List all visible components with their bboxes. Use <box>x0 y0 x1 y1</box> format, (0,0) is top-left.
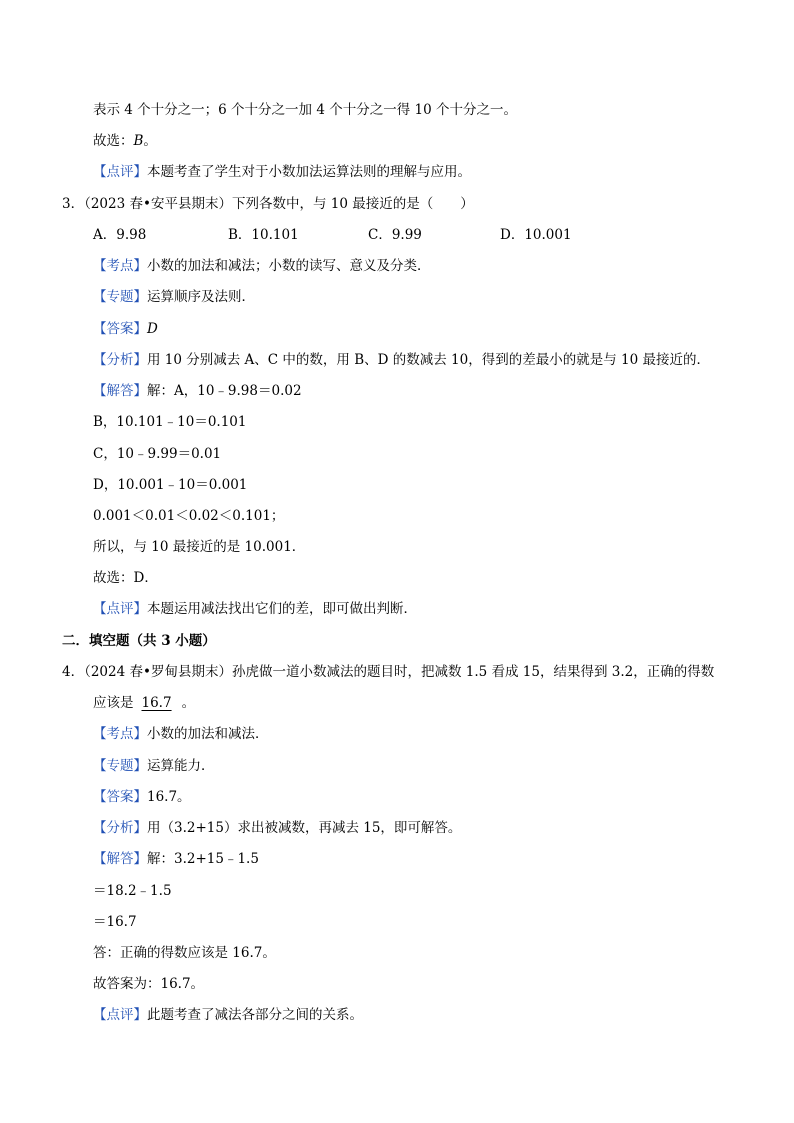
q4-knowledge-point: 【考点】小数的加法和减法． <box>93 726 269 742</box>
q3-conclusion: 所以，与 10 最接近的是 10.001． <box>93 539 306 555</box>
q4-answer-sentence: 答：正确的得数应该是 16.7。 <box>93 945 276 961</box>
q4-answer: 【答案】16.7。 <box>93 789 191 805</box>
q3-option-d: D．10.001 <box>500 227 572 243</box>
question-3-stem: 3．（2023 春•安平县期末）下列各数中，与 10 最接近的是（ ） <box>62 196 474 212</box>
q3-answer: 【答案】D <box>93 321 158 337</box>
q3-selection: 故选：D． <box>93 570 158 586</box>
comment-tag: 【点评】 <box>93 164 147 180</box>
line-explanation-tail: 表示 4 个十分之一；6 个十分之一加 4 个十分之一得 10 个十分之一。 <box>93 102 517 118</box>
q3-step-d: D，10.001﹣10＝0.001 <box>93 477 248 493</box>
question-4-stem-cont: 应该是 16.7 。 <box>93 695 196 711</box>
section-heading-fill-in: 二．填空题（共 3 小题） <box>62 633 216 649</box>
q3-topic: 【专题】运算顺序及法则． <box>93 289 255 305</box>
q3-comment: 【点评】本题运用减法找出它们的差，即可做出判断． <box>93 601 417 617</box>
line-comment-q2: 【点评】本题考查了学生对于小数加法运算法则的理解与应用。 <box>93 164 471 180</box>
q3-step-b: B，10.101﹣10＝0.101 <box>93 414 247 430</box>
q3-option-c: C．9.99 <box>368 227 422 243</box>
q3-analysis: 【分析】用 10 分别减去 A、C 中的数，用 B、D 的数减去 10，得到的差最小的就是与 10 最接近的． <box>93 352 710 368</box>
q3-knowledge-point: 【考点】小数的加法和减法；小数的读写、意义及分类． <box>93 258 431 274</box>
line-choice-b: 故选：B。 <box>93 133 157 149</box>
q4-analysis: 【分析】用（3.2+15）求出被减数，再减去 15，即可解答。 <box>93 820 462 836</box>
q4-final-answer: 故答案为：16.7。 <box>93 976 205 992</box>
answer-blank: 16.7 <box>141 695 172 711</box>
q3-option-a: A．9.98 <box>93 227 147 243</box>
q4-comment: 【点评】此题考查了减法各部分之间的关系。 <box>93 1007 363 1023</box>
q3-comparison: 0.001＜0.01＜0.02＜0.101； <box>93 508 285 524</box>
q3-step-c: C，10﹣9.99＝0.01 <box>93 446 222 462</box>
q4-step-1: ＝18.2﹣1.5 <box>93 883 172 899</box>
q3-option-b: B．10.101 <box>228 227 299 243</box>
q4-step-2: ＝16.7 <box>93 914 137 930</box>
q4-solution: 【解答】解：3.2+15﹣1.5 <box>93 851 259 867</box>
q3-solution: 【解答】解：A，10﹣9.98＝0.02 <box>93 383 302 399</box>
q4-topic: 【专题】运算能力． <box>93 758 215 774</box>
question-4-stem: 4．（2024 春•罗甸县期末）孙虎做一道小数减法的题目时，把减数 1.5 看成 15，结果得到 3.2，正确的得数 <box>62 664 715 680</box>
